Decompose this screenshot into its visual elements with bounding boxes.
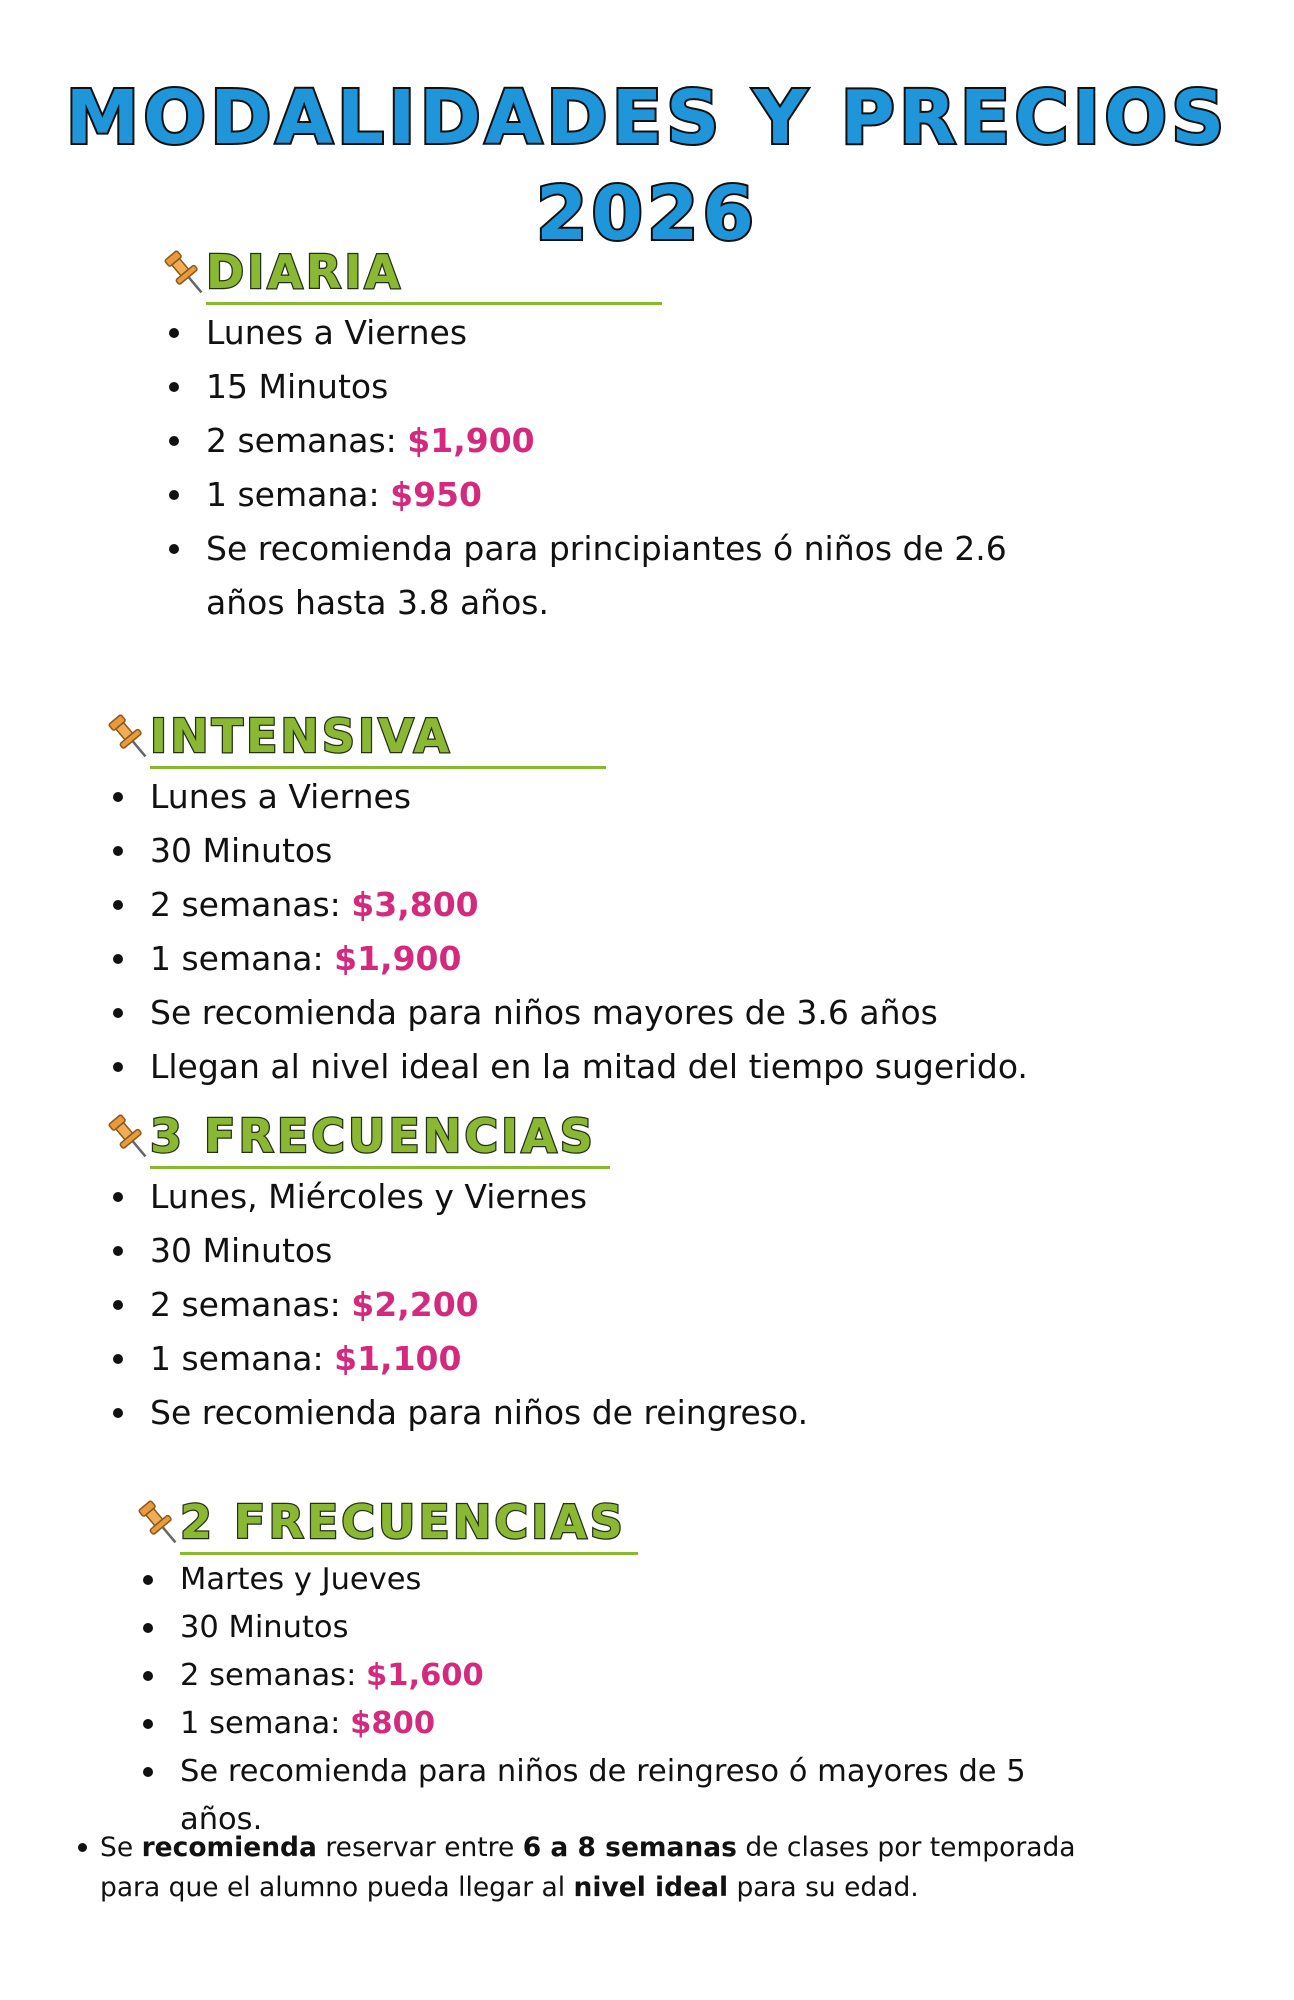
section-header <box>160 242 1007 306</box>
list-item: 2 semanas: $1,600 <box>134 1652 1026 1700</box>
section-underline <box>180 1552 638 1555</box>
section-title: DIARIA <box>206 245 404 299</box>
section-underline <box>206 302 662 305</box>
pushpin-icon <box>104 1110 156 1166</box>
list-item: Llegan al nivel ideal en la mitad del tiempo sugerido. <box>104 1040 1028 1094</box>
list-item: 2 semanas: $1,900 <box>160 414 1007 468</box>
list-item: Martes y Jueves <box>134 1556 1026 1604</box>
list-item: Se recomienda para niños mayores de 3.6 años <box>104 986 1028 1040</box>
section-title: INTENSIVA <box>150 709 453 763</box>
list-item: 30 Minutos <box>134 1604 1026 1652</box>
list-item: Se recomienda para niños de reingreso ó mayores de 5 años. <box>134 1748 1026 1844</box>
pushpin-icon <box>104 710 156 766</box>
price: $1,600 <box>366 1658 484 1693</box>
list-item: Lunes, Miércoles y Viernes <box>104 1170 808 1224</box>
pushpin-icon <box>160 246 212 302</box>
price: $1,900 <box>334 939 462 978</box>
item-list <box>104 1170 808 1440</box>
page-title-line1: MODALIDADES Y PRECIOS <box>65 75 1229 161</box>
list-item: 1 semana: $800 <box>134 1700 1026 1748</box>
price: $1,900 <box>407 421 535 460</box>
list-item: 1 semana: $950 <box>160 468 1007 522</box>
price: $800 <box>350 1706 436 1741</box>
pushpin-icon <box>134 1496 186 1552</box>
list-item: Lunes a Viernes <box>104 770 1028 824</box>
section-header <box>104 1106 808 1170</box>
price: $1,100 <box>334 1339 462 1378</box>
list-item: 15 Minutos <box>160 360 1007 414</box>
item-list <box>104 770 1028 1094</box>
list-item: 1 semana: $1,900 <box>104 932 1028 986</box>
list-item: Se recomienda para niños de reingreso. <box>104 1386 808 1440</box>
section-header <box>104 706 1028 770</box>
note-line-2: para que el alumno pueda llegar al nivel ideal para su edad. <box>100 1872 919 1903</box>
price: $950 <box>390 475 482 514</box>
bullet <box>78 1843 87 1852</box>
section-2-frecuencias <box>134 1492 1026 1844</box>
price: $2,200 <box>351 1285 479 1324</box>
list-item: Lunes a Viernes <box>160 306 1007 360</box>
item-list <box>160 306 1007 630</box>
list-item: 2 semanas: $2,200 <box>104 1278 808 1332</box>
section-3-frecuencias <box>104 1106 808 1440</box>
section-title: 2 FRECUENCIAS <box>180 1495 626 1549</box>
list-item: 30 Minutos <box>104 1224 808 1278</box>
page-title-line2: 2026 <box>536 171 758 257</box>
list-item: Se recomienda para principiantes ó niños de 2.6 años hasta 3.8 años. <box>160 522 1007 630</box>
list-item: 1 semana: $1,100 <box>104 1332 808 1386</box>
page-title <box>0 70 1294 262</box>
list-item: 2 semanas: $3,800 <box>104 878 1028 932</box>
section-underline <box>150 766 606 769</box>
section-title: 3 FRECUENCIAS <box>150 1109 596 1163</box>
section-underline <box>150 1166 610 1169</box>
section-diaria <box>160 242 1007 630</box>
item-list <box>134 1556 1026 1844</box>
note-line-1: Se recomienda reservar entre 6 a 8 semanas de clases por temporada <box>100 1832 1076 1863</box>
recommendation-note <box>100 1828 1200 1908</box>
section-header <box>134 1492 1026 1556</box>
price: $3,800 <box>351 885 479 924</box>
section-intensiva <box>104 706 1028 1094</box>
list-item: 30 Minutos <box>104 824 1028 878</box>
